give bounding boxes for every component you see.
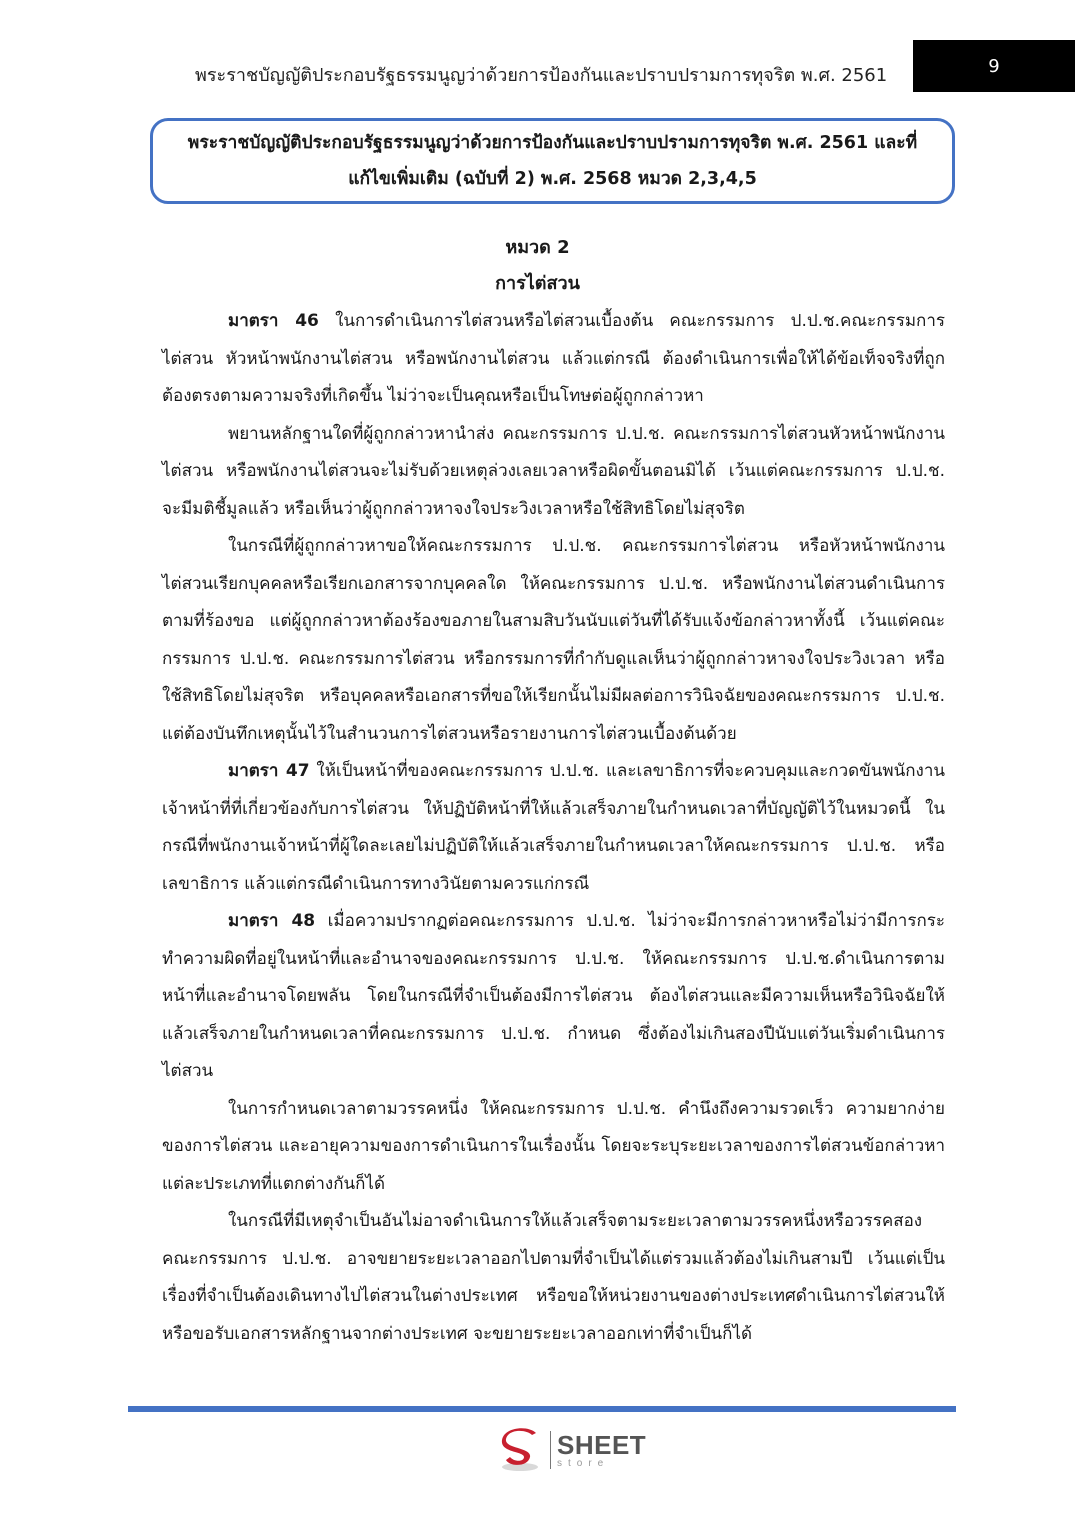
running-header-title: พระราชบัญญัติประกอบรัฐธรรมนูญว่าด้วยการป้องกันและปราบปรามการทุจริต พ.ศ. 2561 [195,65,888,86]
document-body [162,303,945,1353]
paragraph [162,528,945,753]
document-title-line-1: พระราชบัญญัติประกอบรัฐธรรมนูญว่าด้วยการป้องกันและปราบปรามการทุจริต พ.ศ. 2561 และที่ [187,133,918,153]
logo-wordmark [557,1429,647,1469]
paragraph-text: ในการกำหนดเวลาตามวรรคหนึ่ง ให้คณะกรรมการ ป.ป.ช. คำนึงถึงความรวดเร็ว ความยากง่ายของการไต่สวน และอายุความของการดำเนินการในเรื่องนั้น โดยจะระบุระยะเวลาของการไต่สวนข้อกล่าวหาแต่ละประเภทที่แตกต่างกันก็ได้ [162,1098,945,1194]
paragraph-section-47 [162,753,945,903]
paragraph-text: ให้เป็นหน้าที่ของคณะกรรมการ ป.ป.ช. และเลขาธิการที่จะควบคุมและกวดขันพนักงานเจ้าหน้าที่ที่เกี่ยวข้องกับการไต่สวน ให้ปฏิบัติหน้าที่ให้แล้วเสร็จภายในกำหนดเวลาที่บัญญัติไว้ในหมวดนี้ ในกรณีที่พนักงานเจ้าหน้าที่ผู้ใดละเลยไม่ปฏิบัติให้แล้วเสร็จภายในกำหนดเวลาให้คณะกรรมการ ป.ป.ช. หรือเลขาธิการ แล้วแต่กรณีดำเนินการทางวินัยตามควรแก่กรณี [162,761,945,894]
paragraph [162,1203,945,1353]
document-title-box [150,118,955,204]
sheet-store-s-icon [498,1427,542,1473]
paragraph-text: ในกรณีที่มีเหตุจำเป็นอันไม่อาจดำเนินการให้แล้วเสร็จตามระยะเวลาตามวรรคหนึ่งหรือวรรคสองคณะกรรมการ ป.ป.ช. อาจขยายระยะเวลาออกไปตามที่จำเป็นได้แต่รวมแล้วต้องไม่เกินสามปี เว้นแต่เป็นเรื่องที่จำเป็นต้องเดินทางไปไต่สวนในต่างประเทศ หรือขอให้หน่วยงานของต่างประเทศดำเนินการไต่สวนให้ หรือขอรับเอกสารหลักฐานจากต่างประเทศ จะขยายระยะเวลาออกเท่าที่จำเป็นก็ได้ [162,1211,945,1344]
chapter-title: การไต่สวน [495,273,580,294]
logo-main-text: SHEET [557,1429,647,1460]
section-label: มาตรา 47 [228,761,310,781]
paragraph-text: พยานหลักฐานใดที่ผู้ถูกกล่าวหานำส่ง คณะกรรมการ ป.ป.ช. คณะกรรมการไต่สวนหัวหน้าพนักงานไต่สวน หรือพนักงานไต่สวนจะไม่รับด้วยเหตุล่วงเลยเวลาหรือผิดขั้นตอนมิได้ เว้นแต่คณะกรรมการ ป.ป.ช. จะมีมติชี้มูลแล้ว หรือเห็นว่าผู้ถูกกล่าวหาจงใจประวิงเวลาหรือใช้สิทธิโดยไม่สุจริต [162,423,945,519]
paragraph [162,1091,945,1204]
paragraph-text: ในการดำเนินการไต่สวนหรือไต่สวนเบื้องต้น คณะกรรมการ ป.ป.ช.คณะกรรมการไต่สวน หัวหน้าพนักงานไต่สวน หรือพนักงานไต่สวน แล้วแต่กรณี ต้องดำเนินการเพื่อให้ได้ข้อเท็จจริงที่ถูกต้องตรงตามความจริงที่เกิดขึ้น ไม่ว่าจะเป็นคุณหรือเป็นโทษต่อผู้ถูกกล่าวหา [162,311,945,406]
footer-divider [128,1406,956,1412]
logo-sub-text: store [557,1457,610,1469]
paragraph-text: ในกรณีที่ผู้ถูกกล่าวหาขอให้คณะกรรมการ ป.ป.ช. คณะกรรมการไต่สวน หรือหัวหน้าพนักงานไต่สวนเรียกบุคคลหรือเรียกเอกสารจากบุคคลใด ให้คณะกรรมการ ป.ป.ช. หรือพนักงานไต่สวนดำเนินการตามที่ร้องขอ แต่ผู้ถูกกล่าวหาต้องร้องขอภายในสามสิบวันนับแต่วันที่ได้รับแจ้งข้อกล่าวหาทั้งนี้ เว้นแต่คณะกรรมการ ป.ป.ช. คณะกรรมการไต่สวน หรือกรรมการที่กำกับดูแลเห็นว่าผู้ถูกกล่าวหาจงใจประวิงเวลา หรือใช้สิทธิโดยไม่สุจริต หรือบุคคลหรือเอกสารที่ขอให้เรียกนั้นไม่มีผลต่อการวินิจฉัยของคณะกรรมการ ป.ป.ช. แต่ต้องบันทึกเหตุนั้นไว้ในสำนวนการไต่สวนหรือรายงานการไต่สวนเบื้องต้นด้วย [162,536,945,744]
paragraph-section-48 [162,903,945,1091]
sheet-store-logo [498,1426,646,1474]
page-number: 9 [913,40,1075,92]
paragraph [162,416,945,529]
document-title-line-2: แก้ไขเพิ่มเติม (ฉบับที่ 2) พ.ศ. 2568 หมวด 2,3,4,5 [348,169,757,189]
paragraph-section-46 [162,303,945,416]
paragraph-text: เมื่อความปรากฏต่อคณะกรรมการ ป.ป.ช. ไม่ว่าจะมีการกล่าวหาหรือไม่ว่ามีการกระทำความผิดที่อยู่ในหน้าที่และอำนาจของคณะกรรมการ ป.ป.ช. ให้คณะกรรมการ ป.ป.ช.ดำเนินการตามหน้าที่และอำนาจโดยพลัน โดยในกรณีที่จำเป็นต้องมีการไต่สวน ต้องไต่สวนและมีความเห็นหรือวินิจฉัยให้แล้วเสร็จภายในกำหนดเวลาที่คณะกรรมการ ป.ป.ช. กำหนด ซึ่งต้องไม่เกินสองปีนับแต่วันเริ่มดำเนินการไต่สวน [162,911,945,1081]
chapter-number: หมวด 2 [505,237,570,258]
section-label: มาตรา 48 [228,911,316,931]
section-label: มาตรา 46 [228,311,319,331]
logo-divider [550,1431,551,1469]
